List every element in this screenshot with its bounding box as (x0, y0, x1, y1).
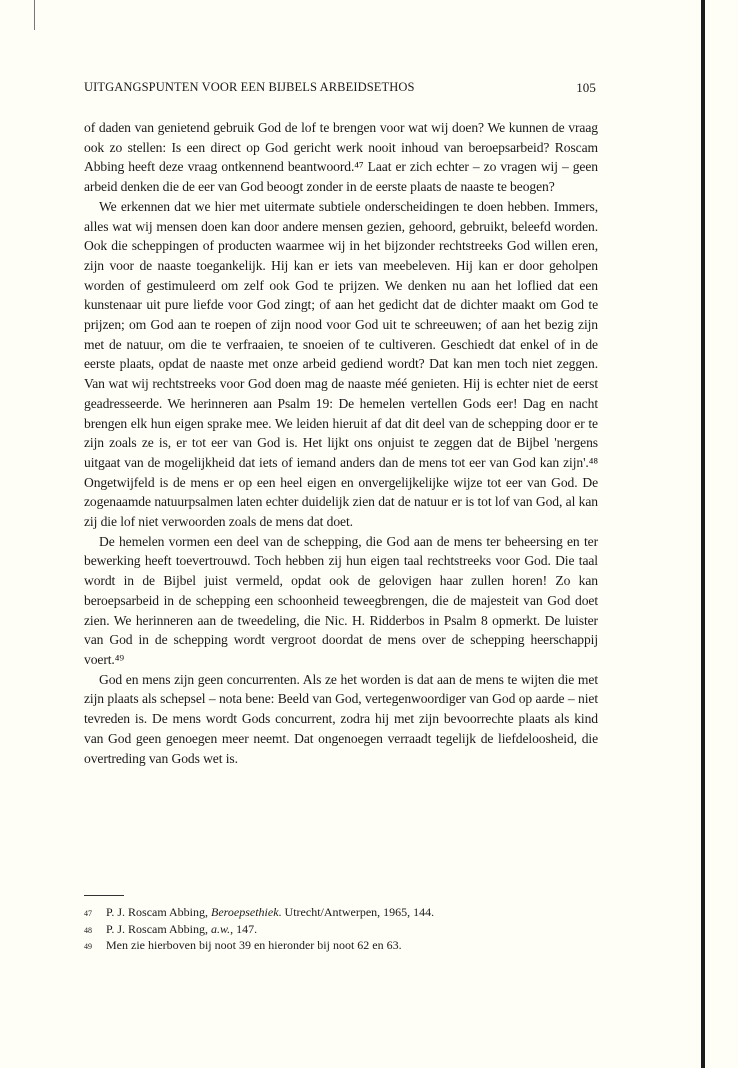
running-header (84, 80, 596, 96)
body-text (84, 118, 598, 768)
footnote-text-part: , 147. (230, 921, 258, 936)
paragraph-4: God en mens zijn geen concurrenten. Als ze het worden is dat aan de mens te wijten die met zijn plaats als schepsel – nota bene: Beeld van God, vertegenwoordiger van God op aarde – niet tevreden is. De mens wordt Gods concurrent, zodra hij met zijn bevoorrechte plaats als kind van God geen genoegen meer neemt. Dat ongenoegen verraadt tegelijk de liefdeloosheid, die overtreding van Gods wet is. (84, 671, 598, 766)
paragraph-1: of daden van genietend gebruik God de lof te brengen voor wat wij doen? We kunnen de vraag ook zo stellen: Is een direct op God gericht werk nooit inhoud van beroepsarbeid? Roscam Abbing heeft deze vraag ontkennend beantwoord.⁴⁷ Laat er zich echter – zo vragen wij – geen arbeid denken die de eer van God beoogt zonder in de eerste plaats de naaste te beogen? (84, 120, 598, 195)
footnotes (84, 905, 598, 955)
footnote-48 (84, 922, 598, 939)
footnote-number: 48 (84, 925, 92, 935)
footnote-number: 47 (84, 909, 92, 918)
footnote-text (106, 938, 402, 955)
footnote-47 (84, 905, 598, 922)
footnote-text-part: Men zie hierboven bij noot 39 en hieronder bij noot 62 en 63. (106, 938, 402, 952)
footnote-text (106, 922, 257, 939)
page-edge-right (701, 0, 705, 1068)
footnote-49 (84, 938, 598, 955)
footnote-rule (84, 895, 124, 896)
footnote-text (106, 905, 434, 922)
footnote-text-part: . Utrecht/Antwerpen, 1965, 144. (278, 905, 435, 919)
page-number: 105 (576, 80, 596, 95)
footnote-title: Beroepsethiek (211, 905, 279, 919)
footnote-number: 49 (84, 942, 92, 951)
footnote-text-part: P. J. Roscam Abbing, (106, 921, 212, 936)
paragraph-2: We erkennen dat we hier met uitermate subtiele onderscheidingen te doen hebben. Immers, alles wat wij mensen doen kan door andere mensen gezien, gehoord, gebruikt, beleefd worden. Ook die scheppingen of producten waarmee wij in het bijzonder rechtstreeks God willen eren, zijn voor de naaste toegankelijk. Hij kan er iets van meebeleven. Hij kan er door geholpen worden of gestimuleerd om zelf ook God te prijzen. We denken nu aan het loflied dat een kunstenaar uit pure liefde voor God zingt; of aan het gedicht dat de dichter maakt om God te prijzen; om God aan te roepen of zijn nood voor God uit te schreeuwen; of aan het bezig zijn met de natuur, om die te verfraaien, te snoeien of te cultiveren. Geschiedt dat enkel of in de eerste plaats, opdat de naaste met onze arbeid gediend wordt? Dat kan men toch niet zeggen. Van wat wij rechtstreeks voor God doen mag de naaste méé genieten. Hij is echter niet de eerst geadresseerde. We herinneren aan Psalm 19: De hemelen vertellen Gods eer! Dag en nacht brengen elk hun eigen sprake mee. We leiden hieruit af dat dit deel van de schepping door er te zijn zoals ze is, er tot eer van God is. Het lijkt ons onjuist te zeggen dat de Bijbel 'nergens uitgaat van de mogelijkheid dat iets of iemand anders dan de mens tot eer van God kan zijn'.⁴⁸ Ongetwijfeld is de mens er op een heel eigen en onvergelijkelijke wijze tot eer van God. De zogenaamde natuurpsalmen laten echter duidelijk zien dat de natuur er is tot lof van God, al kan zij die lof niet verwoorden zoals de mens dat doet. (84, 198, 598, 530)
page-edge-left (34, 0, 35, 30)
footnote-title: a.w. (211, 921, 231, 936)
paragraph-3: De hemelen vormen een deel van de schepping, die God aan de mens ter beheersing en ter bewerking heeft toevertrouwd. Toch hebben zij hun eigen taal rechtstreeks voor God. Die taal wordt in de Bijbel juist vermeld, opdat ook de gelovigen haar zullen horen! Zo kan beroepsarbeid in de schepping een schoonheid teweegbrengen, die de majesteit van God doet zien. We herinneren aan de tweedeling, die Nic. H. Ridderbos in Psalm 8 opmerkt. De luister van God in de schepping wordt vergroot doordat de mens over de schepping heerschappij voert.⁴⁹ (84, 533, 598, 667)
footnote-text-part: P. J. Roscam Abbing, (106, 905, 212, 919)
running-title: UITGANGSPUNTEN VOOR EEN BIJBELS ARBEIDSETHOS (84, 80, 415, 94)
